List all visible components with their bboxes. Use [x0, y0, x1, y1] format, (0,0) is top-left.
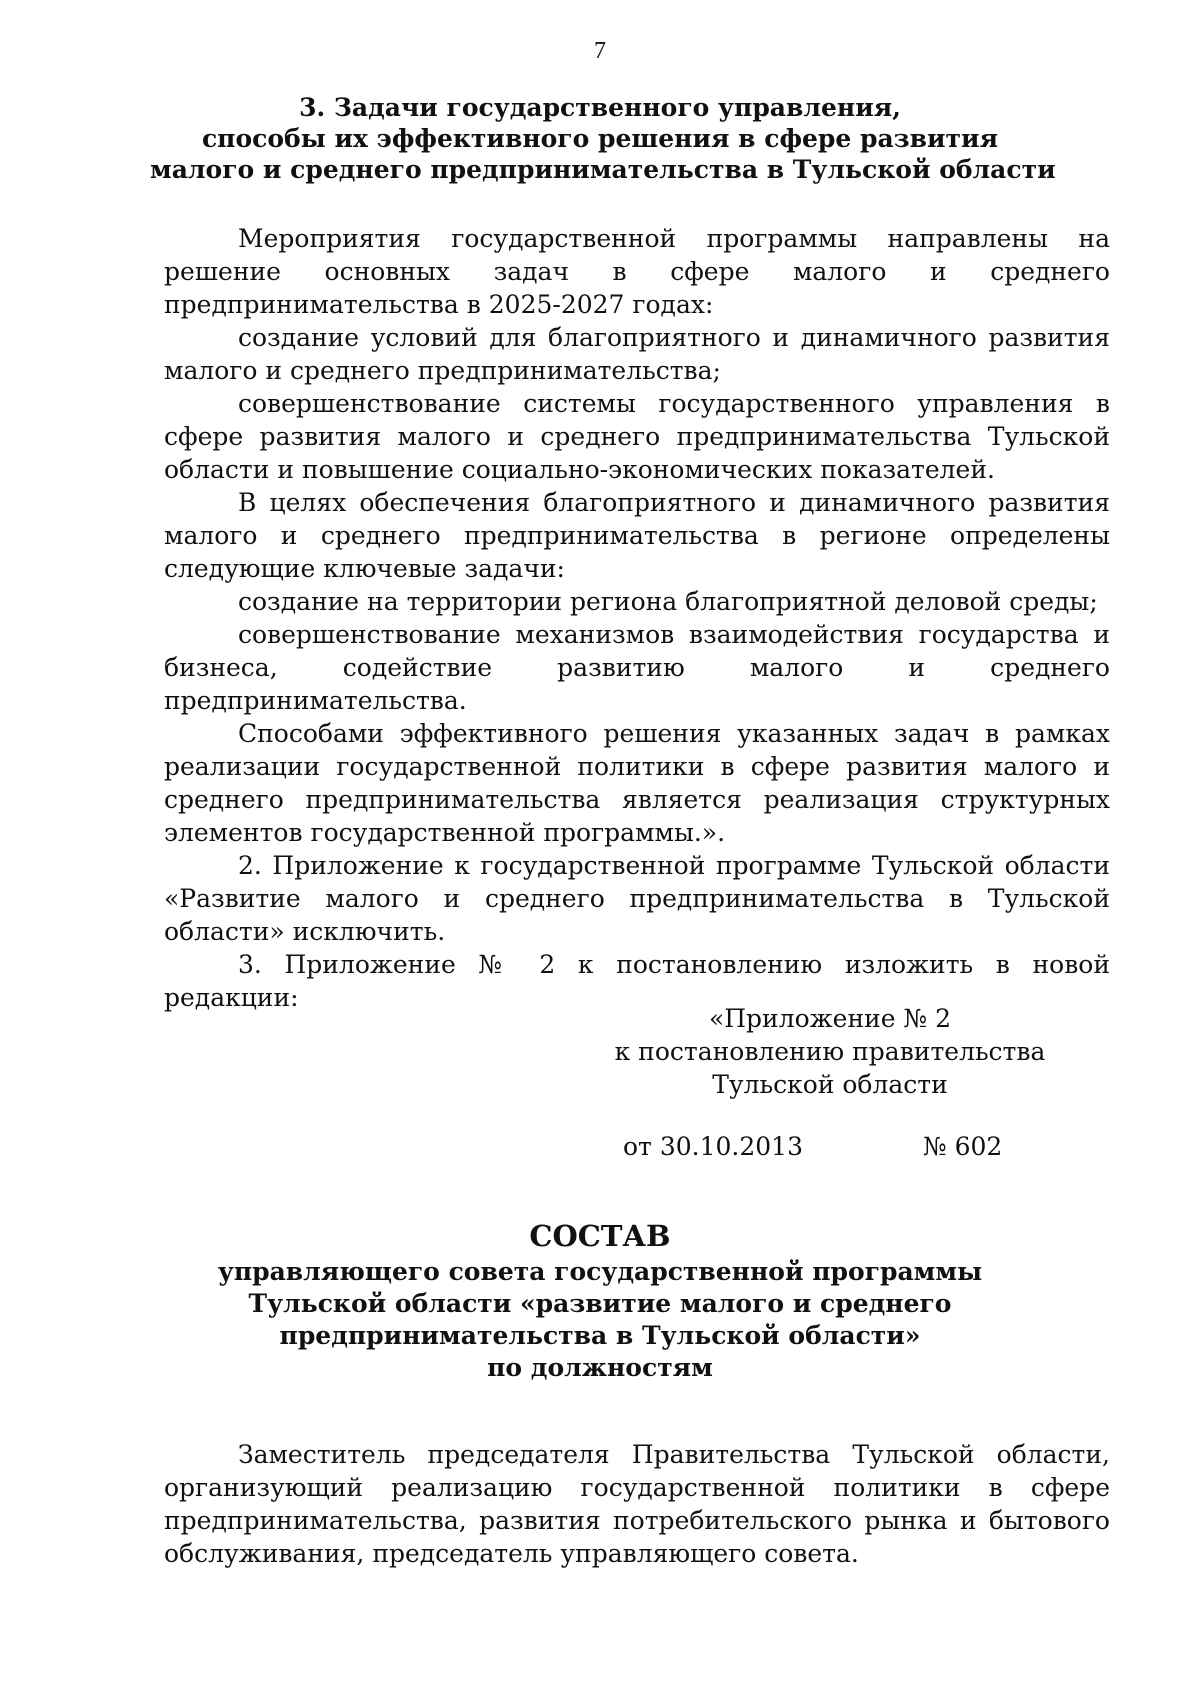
paragraph: совершенствование механизмов взаимодействия государства и бизнеса, содействие развитию малого и среднего предпринимательства.: [164, 620, 1110, 715]
section-heading-line: способы их эффективного решения в сфере развития: [201, 124, 999, 153]
composition-title: СОСТАВ: [529, 1219, 671, 1253]
composition-subtitle-line: Тульской области «развитие малого и среднего: [248, 1289, 952, 1318]
composition-subtitle-line: предпринимательства в Тульской области»: [279, 1321, 921, 1350]
section-heading: [150, 92, 1056, 185]
final-text: [164, 1438, 1110, 1570]
paragraph: 2. Приложение к государственной программе Тульской области «Развитие малого и среднего предпринимательства в Тульской области» исключить.: [164, 851, 1110, 946]
paragraph: создание условий для благоприятного и динамичного развития малого и среднего предпринимательства;: [164, 323, 1110, 385]
page-number: 7: [594, 38, 606, 64]
section-heading-line: малого и среднего предпринимательства в Тульской области: [150, 155, 1056, 184]
composition-subtitle-line: по должностям: [487, 1353, 713, 1382]
appendix-line: «Приложение № 2: [708, 1004, 952, 1033]
appendix-line: к постановлению правительства: [614, 1037, 1046, 1066]
paragraph: В целях обеспечения благоприятного и динамичного развития малого и среднего предпринимательства в регионе определены следующие ключевые задачи:: [164, 488, 1110, 583]
composition-subtitle: [200, 1256, 1000, 1384]
body-text: [164, 222, 1110, 1014]
decree-number: № 602: [923, 1132, 1003, 1161]
paragraph: совершенствование системы государственного управления в сфере развития малого и среднего предпринимательства Тульской области и повышение социально-экономических показателей.: [164, 389, 1110, 484]
appendix-line: Тульской области: [712, 1070, 948, 1099]
composition-subtitle-line: управляющего совета государственной программы: [217, 1257, 983, 1286]
paragraph: Способами эффективного решения указанных задач в рамках реализации государственной политики в сфере развития малого и среднего предпринимательства является реализация структурных элементов государственной программы.».: [164, 719, 1110, 847]
decree-date-line: [623, 1130, 1003, 1163]
appendix-reference: [600, 1002, 1060, 1101]
paragraph: Мероприятия государственной программы направлены на решение основных задач в сфере малого и среднего предпринимательства в 2025-2027 годах:: [164, 224, 1110, 319]
decree-date: от 30.10.2013: [623, 1132, 803, 1161]
paragraph: создание на территории региона благоприятной деловой среды;: [238, 587, 1098, 616]
paragraph: Заместитель председателя Правительства Тульской области, организующий реализацию государственной политики в сфере предпринимательства, развития потребительского рынка и бытового обслуживания, председатель управляющего совета.: [164, 1440, 1110, 1568]
paragraph: 3. Приложение № 2 к постановлению изложить в новой редакции:: [164, 950, 1110, 1012]
section-heading-line: 3. Задачи государственного управления,: [299, 93, 901, 122]
